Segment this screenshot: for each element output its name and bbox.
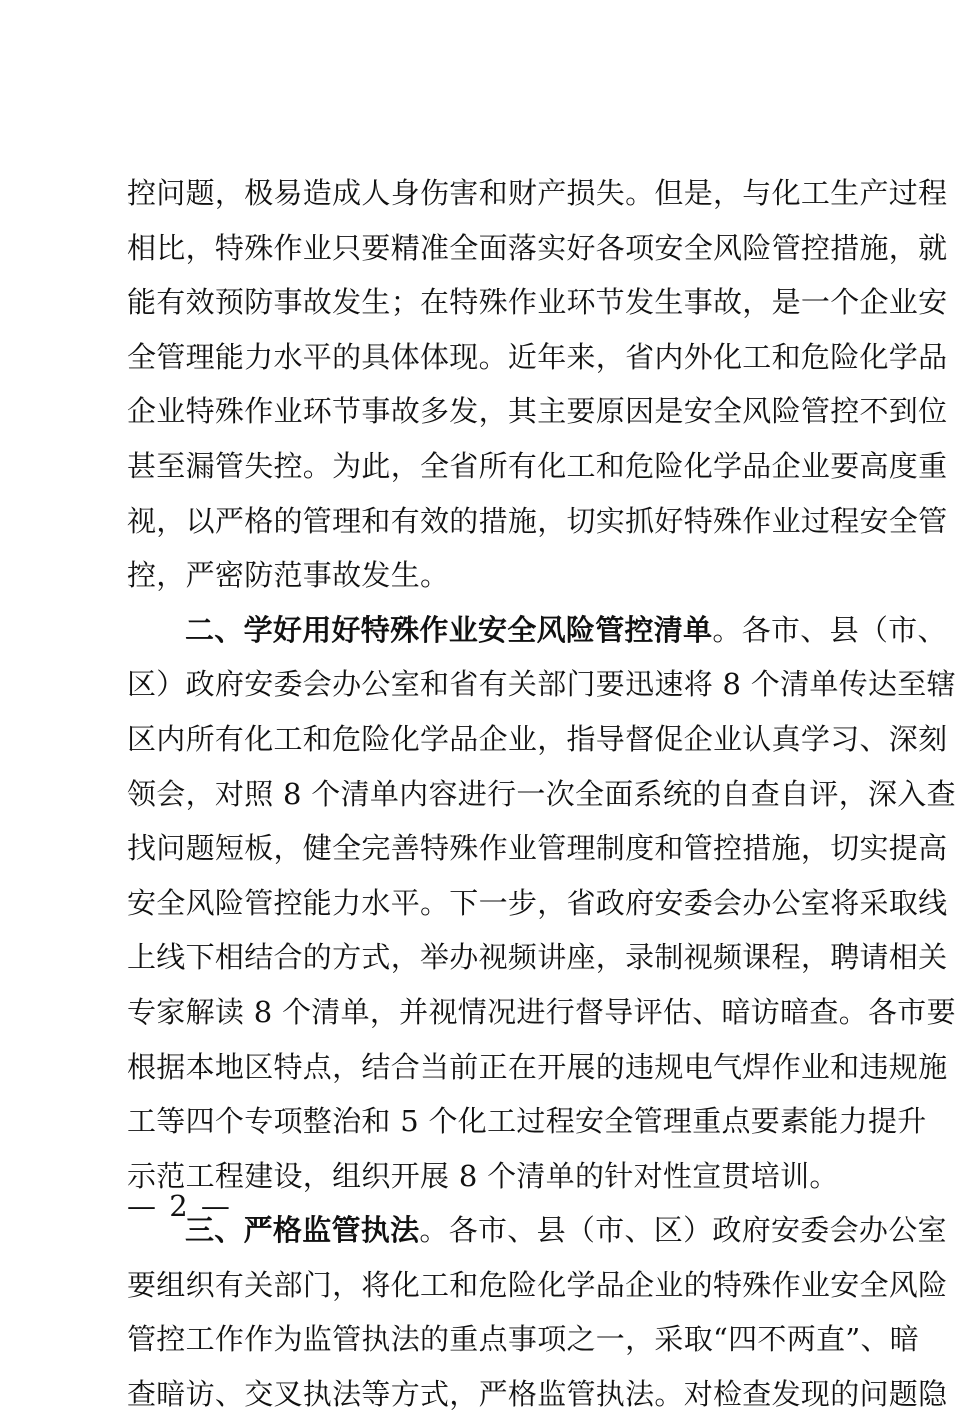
text-line: 工等四个专项整治和 5 个化工过程安全管理重点要素能力提升 bbox=[127, 1104, 927, 1139]
text-line: 根据本地区特点，结合当前正在开展的违规电气焊作业和违规施 bbox=[127, 1049, 948, 1084]
text-line: 甚至漏管失控。为此，全省所有化工和危险化学品企业要高度重 bbox=[127, 448, 948, 483]
text-fragment: 。各市、县（市、区）政府安委会办公室 bbox=[419, 1213, 947, 1248]
text-line: 找问题短板，健全完善特殊作业管理制度和管控措施，切实提高 bbox=[127, 831, 948, 866]
text-line: 控，严密防范事故发生。 bbox=[127, 558, 450, 593]
text-line: 控问题，极易造成人身伤害和财产损失。但是，与化工生产过程 bbox=[127, 176, 948, 210]
text-line: 示范工程建设，组织开展 8 个清单的针对性宣贯培训。 bbox=[127, 1158, 839, 1193]
text-line: 专家解读 8 个清单，并视情况进行督导评估、暗访暗查。各市要 bbox=[127, 994, 956, 1029]
document-body bbox=[127, 166, 956, 1422]
page-number: — 2 — bbox=[127, 1189, 232, 1223]
text-line: 管控工作作为监管执法的重点事项之一，采取“四不两直”、暗 bbox=[127, 1322, 920, 1357]
text-line: 要组织有关部门，将化工和危险化学品企业的特殊作业安全风险 bbox=[127, 1267, 948, 1302]
text-line: 能有效预防事故发生；在特殊作业环节发生事故，是一个企业安 bbox=[127, 285, 948, 320]
text-line: 领会，对照 8 个清单内容进行一次全面系统的自查自评，深入查 bbox=[127, 776, 956, 811]
text-line: 视，以严格的管理和有效的措施，切实抓好特殊作业过程安全管 bbox=[127, 503, 948, 538]
text-line: 企业特殊作业环节事故多发，其主要原因是安全风险管控不到位 bbox=[127, 394, 948, 429]
text-line: 安全风险管控能力水平。下一步，省政府安委会办公室将采取线 bbox=[127, 885, 948, 920]
text-line-first bbox=[127, 1203, 947, 1258]
section-heading-two: 二、学好用好特殊作业安全风险管控清单 bbox=[185, 612, 713, 647]
text-line: 区内所有化工和危险化学品企业，指导督促企业认真学习、深刻 bbox=[127, 721, 948, 756]
text-fragment: 。各市、县（市、 bbox=[712, 612, 947, 647]
text-line: 全管理能力水平的具体体现。近年来，省内外化工和危险化学品 bbox=[127, 339, 948, 374]
text-line: 查暗访、交叉执法等方式，严格监管执法。对检查发现的问题隐 bbox=[127, 1377, 948, 1412]
text-line: 相比，特殊作业只要精准全面落实好各项安全风险管控措施，就 bbox=[127, 230, 948, 265]
text-line: 上线下相结合的方式，举办视频讲座，录制视频课程，聘请相关 bbox=[127, 940, 948, 975]
text-line: 区）政府安委会办公室和省有关部门要迅速将 8 个清单传达至辖 bbox=[127, 667, 956, 702]
paragraph-continuation bbox=[127, 166, 948, 603]
section-heading-three: 三、严格监管执法 bbox=[185, 1213, 420, 1248]
paragraph-section-three bbox=[127, 1203, 948, 1421]
paragraph-section-two bbox=[127, 603, 956, 1204]
text-line-first bbox=[127, 603, 947, 658]
